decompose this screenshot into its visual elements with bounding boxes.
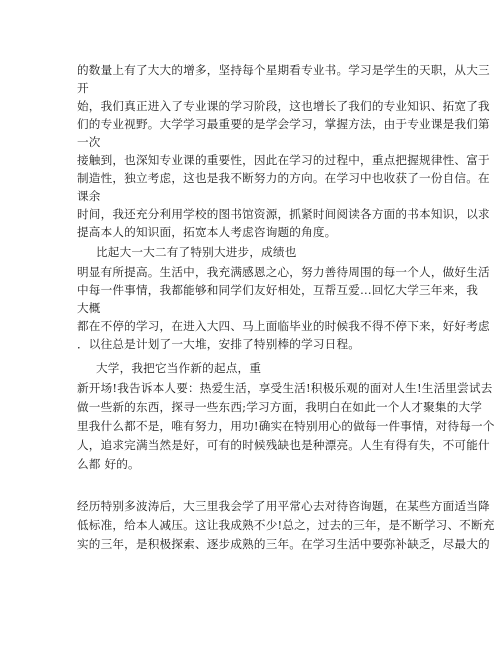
text-line: 里我什么都不是，唯有努力，用功!确实在特别用心的做每一件事情，对待每一个: [77, 419, 495, 433]
text-line: 时间，我还充分利用学校的图书馆资源，抓紧时间阅读各方面的书本知识，以求: [77, 207, 490, 221]
text-line: 制造性，独立考虑，这也是我不断努力的方向。在学习中也收获了一份自信。在: [77, 171, 490, 185]
text-line: 低标准，给本人减压。这让我成熟不少!总之，过去的三年，是不断学习、不断充: [77, 518, 495, 532]
text-line: 一次: [77, 135, 101, 149]
text-line: 比起大一大二有了特别大进步，成绩也: [96, 245, 297, 259]
text-line: 提高本人的知识面，拓宽本人考虑咨询题的角度。: [77, 225, 337, 239]
text-line: 中每一件事情，我都能够和同学们友好相处，互帮互爱…回忆大学三年来，我: [77, 283, 478, 297]
text-line: 始，我们真正进入了专业课的学习阶段，这也增长了我们的专业知识、拓宽了我: [77, 99, 490, 113]
text-line: 么都 好的。: [77, 457, 140, 471]
text-line: 大概: [77, 301, 101, 315]
text-line: 做一些新的东西，探寻一些东西;学习方面，我明白在如此一个人才聚集的大学: [77, 400, 483, 414]
text-line: 都在不停的学习，在进入大四、马上面临毕业的时候我不得不停下来，好好考虑: [77, 319, 490, 333]
text-line: 新开场!我告诉本人要：热爱生活，享受生活!积极乐观的面对人生!生活里尝试去: [77, 381, 493, 395]
text-line: 明显有所提高。生活中，我充满感恩之心，努力善待周围的每一个人，做好生活: [77, 265, 490, 279]
text-line: 开: [77, 81, 89, 95]
text-line: 实的三年，是积极探索、逐步成熟的三年。在学习生活中要弥补缺乏，尽最大的: [77, 537, 490, 551]
text-line: 大学，我把它当作新的起点，重: [96, 361, 262, 375]
text-line: 接触到，也深知专业课的重要性，因此在学习的过程中，重点把握规律性、富于: [77, 153, 490, 167]
text-line: 的数量上有了大大的增多，坚持每个星期看专业书。学习是学生的天职，从大三: [77, 63, 490, 77]
text-line: 经历特别多波涛后，大三里我会学了用平常心去对待咨询题，在某些方面适当降: [77, 499, 490, 513]
text-line: ．以往总是计划了一大堆，安排了特别棒的学习日程。: [77, 337, 361, 351]
text-line: 们的专业视野。大学学习最重要的是学会学习，掌握方法，由于专业课是我们第: [77, 117, 490, 131]
text-line: 课余: [77, 189, 101, 203]
text-line: 人，追求完满当然是好，可有的时候残缺也是种漂亮。人生有得有失，不可能什: [77, 438, 490, 452]
